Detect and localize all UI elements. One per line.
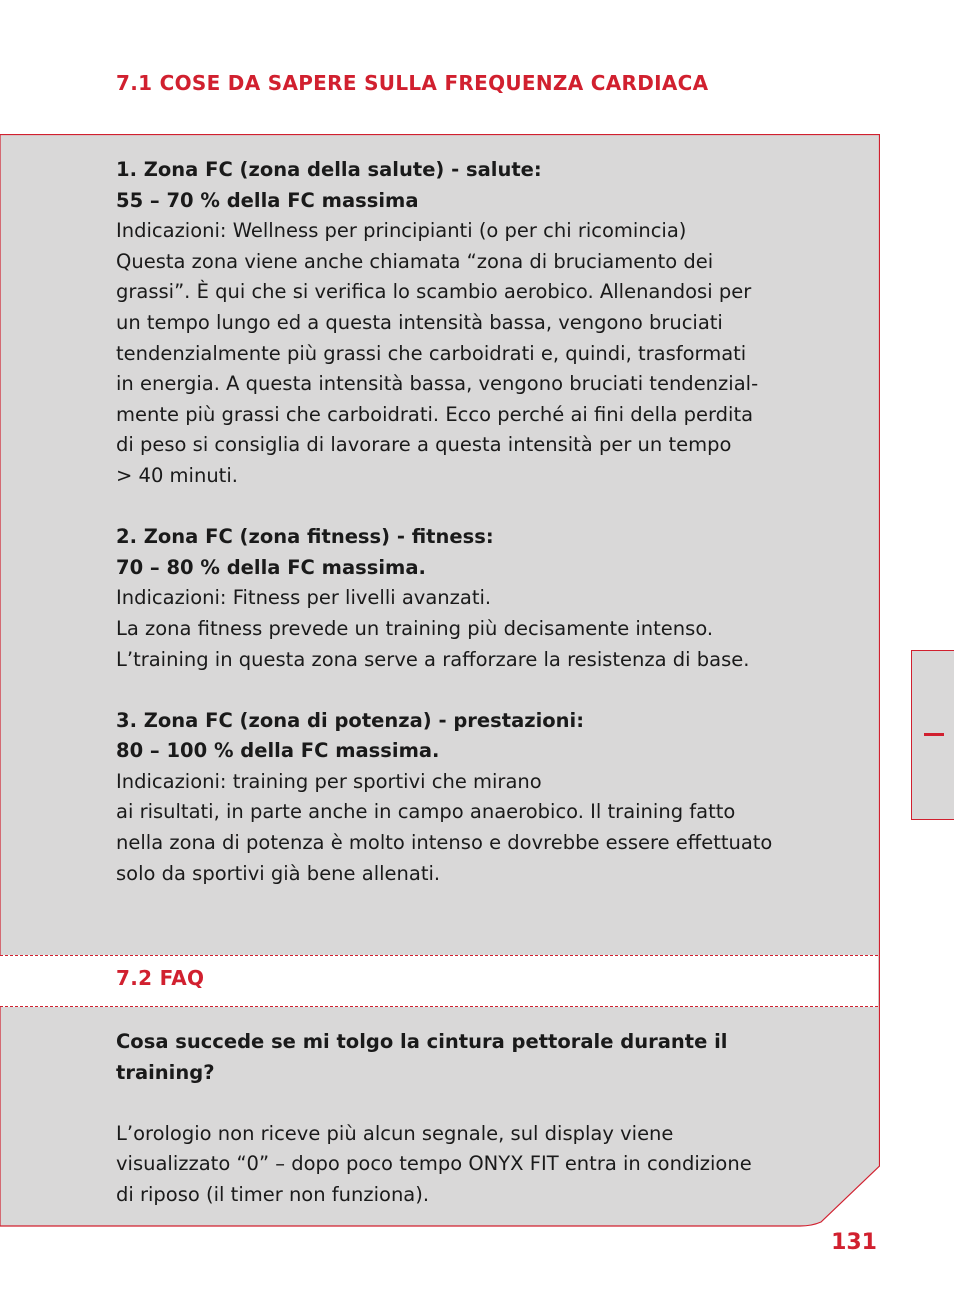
side-tab-mark bbox=[924, 733, 944, 736]
zone-1-heading: 1. Zona FC (zona della salute) - salute: bbox=[116, 158, 542, 181]
zone-2-line: Indicazioni: Fitness per livelli avanzati. bbox=[116, 586, 492, 610]
zone-3-heading: 3. Zona FC (zona di potenza) - prestazioni: bbox=[116, 708, 585, 732]
zone-3-line: Indicazioni: training per sportivi che mirano bbox=[116, 769, 542, 793]
zone-3-line: ai risultati, in parte anche in campo anaerobico. Il training fatto bbox=[116, 800, 736, 824]
faq-answer: visualizzato “0” – dopo poco tempo ONYX FIT entra in condizione bbox=[116, 1152, 752, 1176]
zone-3-line: nella zona di potenza è molto intenso e dovrebbe essere effettuato bbox=[116, 831, 773, 855]
faq-answer: L’orologio non riceve più alcun segnale, sul display viene bbox=[116, 1121, 674, 1145]
page-number: 131 bbox=[831, 1230, 877, 1255]
heart-rate-zones bbox=[116, 155, 836, 889]
chapter-side-tab bbox=[911, 650, 954, 820]
zone-1-range: 55 – 70 % della FC massima bbox=[116, 188, 419, 212]
zone-1-line: un tempo lungo ed a questa intensità bassa, vengono bruciati bbox=[116, 310, 723, 334]
zone-3-line: solo da sportivi già bene allenati. bbox=[116, 861, 441, 885]
zone-1-line: tendenzialmente più grassi che carboidrati e, quindi, trasformati bbox=[116, 341, 747, 365]
zone-2-line: La zona fitness prevede un training più decisamente intenso. bbox=[116, 616, 714, 640]
section-title-7-2: 7.2 FAQ bbox=[116, 966, 205, 990]
section-title-7-1: 7.1 COSE DA SAPERE SULLA FREQUENZA CARDIACA bbox=[116, 71, 709, 95]
zone-2-line: L’training in questa zona serve a rafforzare la resistenza di base. bbox=[116, 647, 750, 671]
zone-1-line: mente più grassi che carboidrati. Ecco perché ai fini della perdita bbox=[116, 402, 754, 426]
faq-question: Cosa succede se mi tolgo la cintura pettorale durante il bbox=[116, 1030, 728, 1053]
zone-2-heading: 2. Zona FC (zona fitness) - fitness: bbox=[116, 525, 494, 549]
faq-entry bbox=[116, 1027, 836, 1211]
zone-1-line: Indicazioni: Wellness per principianti (o per chi ricomincia) bbox=[116, 219, 687, 243]
zone-1-line: di peso si consiglia di lavorare a questa intensità per un tempo bbox=[116, 433, 732, 457]
zone-1-line: grassi”. È qui che si verifica lo scambio aerobico. Allenandosi per bbox=[116, 280, 752, 304]
zone-1-line: Questa zona viene anche chiamata “zona di bruciamento dei bbox=[116, 249, 714, 273]
zone-2-range: 70 – 80 % della FC massima. bbox=[116, 555, 426, 579]
faq-answer: di riposo (il timer non funziona). bbox=[116, 1182, 430, 1206]
zone-3-range: 80 – 100 % della FC massima. bbox=[116, 739, 440, 763]
faq-question: training? bbox=[116, 1060, 215, 1084]
zone-1-line: > 40 minuti. bbox=[116, 463, 238, 487]
zone-1-line: in energia. A questa intensità bassa, vengono bruciati tendenzial- bbox=[116, 372, 759, 396]
